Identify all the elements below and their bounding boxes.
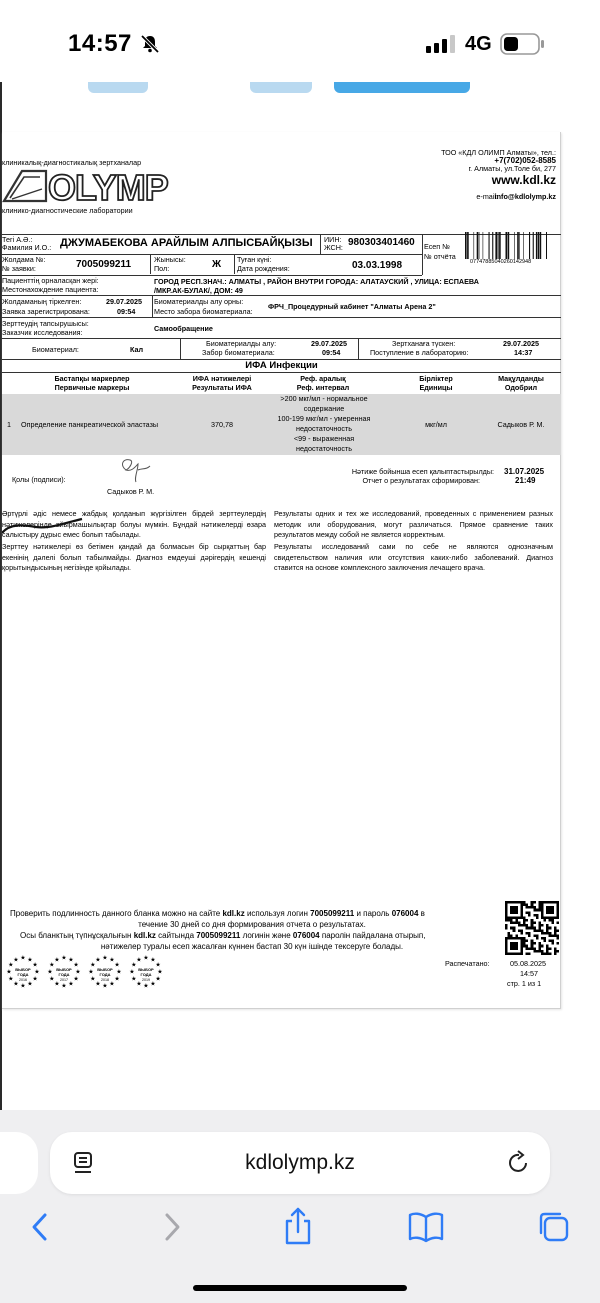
row-number: 1 [7, 420, 11, 429]
footer-ru-line1: Проверить подлинность данного бланка можно на сайте kdl.kz используя логин 7005099211 и пароль 076004 в [10, 909, 425, 918]
header-units-ru: Единицы [419, 383, 453, 392]
sampled-date: 29.07.2025 [311, 339, 347, 348]
order-label-kz: Жолдама №: [2, 255, 46, 264]
company-phone: +7(702)052-8585 [494, 156, 556, 165]
svg-text:★: ★ [114, 976, 120, 983]
reload-icon[interactable] [506, 1150, 530, 1176]
header-result-ru: Результаты ИФА [192, 383, 252, 392]
address-bar[interactable] [50, 1132, 550, 1194]
disclaimer-ru-2: Результаты исследований сами по себе не являются однозначным свидетельством наличия или отсутствия каких-либо заболеваний. Диагноз ставится на основе комплексного заключения лечащего врача. [274, 542, 553, 572]
svg-text:★: ★ [54, 981, 60, 988]
sampled-label-ru: Забор биоматериала: [202, 348, 275, 357]
header-markers-ru: Первичные маркеры [54, 383, 130, 392]
svg-text:★: ★ [150, 957, 156, 964]
svg-text:★: ★ [109, 957, 115, 964]
customer-label-kz: Зерттеудің тапсырушысы: [2, 319, 89, 328]
signature-label: Қолы (подписи): [12, 475, 66, 484]
received-time: 14:37 [514, 348, 533, 357]
dob-label-ru: Дата рождения: [237, 264, 290, 273]
award-year: 2018 [101, 978, 109, 982]
svg-text:★: ★ [150, 981, 156, 988]
svg-text:★: ★ [109, 981, 115, 988]
patient-name: ДЖУМАБЕКОВА АРАЙЛЫМ АЛПЫСБАЙҚЫЗЫ [60, 237, 313, 249]
report-barcode [465, 232, 547, 259]
previous-page-edge [0, 82, 600, 96]
report-label-kz: Есеп № [424, 242, 450, 251]
award-badge-2017 [46, 954, 82, 990]
row-ref-6: недостаточность [295, 444, 353, 453]
svg-text:★: ★ [8, 976, 14, 983]
award-badge-2016 [5, 954, 41, 990]
svg-text:★: ★ [68, 957, 74, 964]
sampling-place: ФРЧ_Процедурный кабинет "Алматы Арена 2" [268, 302, 436, 311]
formed-label-kz: Нәтиже бойынша есеп қалыптастырылды: [351, 467, 494, 476]
name-label-kz: Тегі А.Ә.: [2, 235, 33, 244]
svg-text:★: ★ [61, 955, 67, 962]
svg-text:★: ★ [13, 957, 19, 964]
printed-date: 05.08.2025 [510, 959, 546, 968]
award-sub: ГОДА [140, 972, 152, 977]
formed-label-ru: Отчет о результатах сформирован: [362, 476, 480, 485]
previous-tab-preview[interactable] [0, 1132, 38, 1194]
dob-label-kz: Туған күні: [237, 255, 272, 264]
svg-text:★: ★ [95, 957, 101, 964]
svg-text:★: ★ [155, 962, 161, 969]
received-date: 29.07.2025 [503, 339, 539, 348]
svg-text:★: ★ [102, 983, 108, 990]
company-website[interactable]: www.kdl.kz [491, 173, 556, 187]
url-text[interactable]: kdlolymp.kz [245, 1151, 355, 1174]
disclaimer-kz-1: Әртүрлі әдіс немесе жабдық қолданып жүргізілген бірдей зерттеулердің нәтижелерінде айырмашылықтар болуы мүмкін. Бұндай нәтижелерді өзара салыстыру дұрыс емес болып табылады. [2, 509, 266, 539]
row-marker: Определение панкреатической эластазы [21, 420, 159, 429]
svg-text:★: ★ [49, 976, 55, 983]
header-ref-ru: Реф. интервал [296, 383, 350, 392]
share-icon[interactable] [276, 1205, 320, 1249]
row-units: мкг/мл [425, 420, 447, 429]
printed-time: 14:57 [520, 969, 538, 978]
olymp-logo [2, 165, 172, 207]
svg-text:★: ★ [102, 955, 108, 962]
svg-text:★: ★ [75, 969, 81, 976]
name-label-ru: Фамилия И.О.: [2, 243, 52, 252]
patient-dob: 03.03.1998 [352, 260, 403, 271]
svg-text:★: ★ [157, 969, 163, 976]
svg-text:★: ★ [61, 983, 67, 990]
report-label-ru: № отчёта [424, 252, 456, 261]
award-sub: ГОДА [17, 972, 29, 977]
table-row [2, 394, 561, 455]
bell-slash-icon [140, 34, 160, 54]
svg-text:★: ★ [136, 957, 142, 964]
svg-text:★: ★ [27, 957, 33, 964]
forward-icon[interactable] [150, 1205, 194, 1249]
row-ref-3: 100-199 мкг/мл - умеренная [277, 414, 371, 423]
header-approved-ru: Одобрил [504, 383, 538, 392]
company-address: г. Алматы, ул.Толе би, 277 [468, 164, 556, 173]
bookmarks-icon[interactable] [404, 1205, 448, 1249]
svg-text:★: ★ [13, 981, 19, 988]
section-title: ИФА Инфекции [245, 360, 318, 371]
sampled-label-kz: Биоматериалды алу: [206, 339, 277, 348]
printed-label: Распечатано: [445, 959, 490, 968]
customer-value: Самообращение [154, 324, 213, 333]
row-ref-4: недостаточность [295, 424, 353, 433]
home-indicator[interactable] [193, 1285, 407, 1291]
award-title: ВЫБОР [97, 967, 113, 972]
svg-text:★: ★ [6, 969, 12, 976]
award-sub: ГОДА [58, 972, 70, 977]
award-title: ВЫБОР [15, 967, 31, 972]
back-icon[interactable] [18, 1205, 62, 1249]
footer-kz-line1: Осы бланктың түпнұсқалығын kdl.kz сайтында 7005099211 логинін және 076004 паролін пайдалана отырып, [20, 931, 426, 940]
iin-label-kz: ИИН: [324, 235, 342, 244]
svg-text:★: ★ [32, 962, 38, 969]
company-email[interactable]: info@kdlolymp.kz [494, 192, 556, 201]
row-approved: Садыков Р. М. [497, 420, 545, 429]
status-bar [0, 0, 600, 88]
svg-text:★: ★ [20, 955, 26, 962]
svg-text:★: ★ [114, 962, 120, 969]
svg-text:★: ★ [8, 962, 14, 969]
award-badge-2019 [128, 954, 164, 990]
network-type: 4G [465, 33, 492, 55]
page-number: стр. 1 из 1 [507, 979, 542, 988]
svg-text:★: ★ [131, 962, 137, 969]
header-markers-kz: Бастапқы маркерлер [54, 374, 130, 383]
place-label-kz: Биоматериалды алу орны: [154, 297, 244, 306]
logo-text: OLYMP [48, 167, 168, 207]
award-year: 2017 [60, 978, 68, 982]
registered-label-kz: Жолдаманың тіркелген: [2, 297, 82, 306]
customer-label-ru: Заказчик исследования: [2, 328, 83, 337]
location-label-ru: Местонахождение пациента: [2, 285, 99, 294]
header-approved-kz: Мақұлданды [498, 374, 544, 383]
svg-text:★: ★ [143, 983, 149, 990]
patient-location-2: /МКР.АК-БУЛАК/, ДОМ: 49 [154, 286, 243, 295]
footer-ru-line2: течение 30 дней со дня формирования отчета о результатах. [138, 920, 366, 929]
svg-text:★: ★ [54, 957, 60, 964]
svg-text:★: ★ [136, 981, 142, 988]
qr-code[interactable] [505, 901, 559, 955]
row-ref-5: <99 - выраженная [293, 434, 355, 443]
patient-sex: Ж [212, 259, 222, 270]
registered-time: 09:54 [117, 307, 136, 316]
registered-date: 29.07.2025 [106, 297, 142, 306]
row-result: 370,78 [211, 420, 233, 429]
tabs-icon[interactable] [532, 1205, 576, 1249]
pen-mark [2, 517, 92, 539]
svg-text:★: ★ [90, 962, 96, 969]
svg-text:★: ★ [34, 969, 40, 976]
svg-text:★: ★ [73, 962, 79, 969]
lab-subtitle-ru: клинико-диагностические лаборатории [2, 206, 133, 215]
svg-text:★: ★ [73, 976, 79, 983]
registered-label-ru: Заявка зарегистрирована: [2, 307, 90, 316]
email-label: e-mail: [476, 192, 498, 201]
formed-time: 21:49 [515, 476, 536, 485]
svg-text:★: ★ [143, 955, 149, 962]
received-label-ru: Поступление в лабораторию: [370, 348, 469, 357]
patient-iin: 980303401460 [348, 237, 415, 248]
header-ref-kz: Реф. аралық [300, 374, 346, 383]
footer-kz-line2: нәтижелер туралы есеп жасалған күннен бастап 30 күн ішінде тексеруге болады. [100, 942, 404, 951]
row-ref-1: >200 мкг/мл - нормальное [280, 394, 368, 403]
svg-text:★: ★ [20, 983, 26, 990]
header-units-kz: Бірліктер [419, 374, 453, 383]
sex-label-kz: Жынысы: [154, 255, 186, 264]
disclaimer-kz-2: Зерттеу нәтижелері өз бетімен қандай да болмасын бір сырқаттың бар екенінің дәлелі болып табылмайды. Диагноз емдеуші дәрігердің кешенді қорытындысының негізінде қойылады. [2, 542, 266, 572]
battery-icon [500, 33, 546, 55]
sex-label-ru: Пол: [154, 264, 170, 273]
company-name: ТОО «КДЛ ОЛИМП Алматы», тел.: [441, 148, 556, 157]
award-year: 2016 [19, 978, 27, 982]
location-label-kz: Пациенттің орналасқан жері: [2, 276, 99, 285]
header-result-kz: ИФА нәтижелері [192, 374, 252, 383]
svg-text:★: ★ [116, 969, 122, 976]
place-label-ru: Место забора биоматериала: [154, 307, 253, 316]
svg-text:★: ★ [68, 981, 74, 988]
barcode-number: 07747885040260142948 [470, 259, 532, 265]
biomaterial-value: Кал [130, 345, 144, 354]
iin-label-ru: ЖСН: [324, 243, 343, 252]
signature-name: Садыков Р. М. [107, 487, 155, 496]
formed-date: 31.07.2025 [504, 467, 545, 476]
svg-text:★: ★ [90, 976, 96, 983]
order-label-ru: № заявки: [2, 264, 36, 273]
award-badge-2018 [87, 954, 123, 990]
strip-segment [334, 82, 470, 93]
svg-text:★: ★ [49, 962, 55, 969]
award-year: 2019 [142, 978, 150, 982]
svg-text:★: ★ [155, 976, 161, 983]
biomaterial-label: Биоматериал: [32, 345, 79, 354]
lab-subtitle-kz: клиникалық-диагностикалық зертханалар [2, 158, 142, 167]
strip-segment [250, 82, 312, 93]
svg-text:★: ★ [88, 969, 94, 976]
row-ref-2: содержание [303, 404, 345, 413]
browser-toolbar [0, 1110, 600, 1303]
award-title: ВЫБОР [138, 967, 154, 972]
strip-segment [88, 82, 148, 93]
svg-text:★: ★ [27, 981, 33, 988]
sampled-time: 09:54 [322, 348, 341, 357]
award-title: ВЫБОР [56, 967, 72, 972]
lab-report-document [2, 132, 561, 1009]
navigation-row [0, 1205, 600, 1249]
svg-text:★: ★ [129, 969, 135, 976]
svg-text:★: ★ [47, 969, 53, 976]
received-label-kz: Зертханаға түскен: [392, 339, 456, 348]
status-time: 14:57 [68, 30, 132, 57]
award-sub: ГОДА [99, 972, 111, 977]
order-number: 7005099211 [76, 259, 132, 270]
doctor-signature [116, 456, 156, 486]
disclaimer-ru-1: Результаты одних и тех же исследований, проведенных с применением разных методик или оборудования, могут различаться. Прямое сравнение таких результатов между собой не является корректным. [274, 509, 553, 539]
svg-text:★: ★ [131, 976, 137, 983]
cellular-signal-icon [426, 35, 456, 53]
svg-text:★: ★ [95, 981, 101, 988]
svg-text:★: ★ [32, 976, 38, 983]
patient-location-1: ГОРОД РЕСП.ЗНАЧ.: АЛМАТЫ , РАЙОН ВНУТРИ ГОРОДА: АЛАТАУСКИЙ , УЛИЦА: ЕСПАЕВА [154, 277, 479, 286]
